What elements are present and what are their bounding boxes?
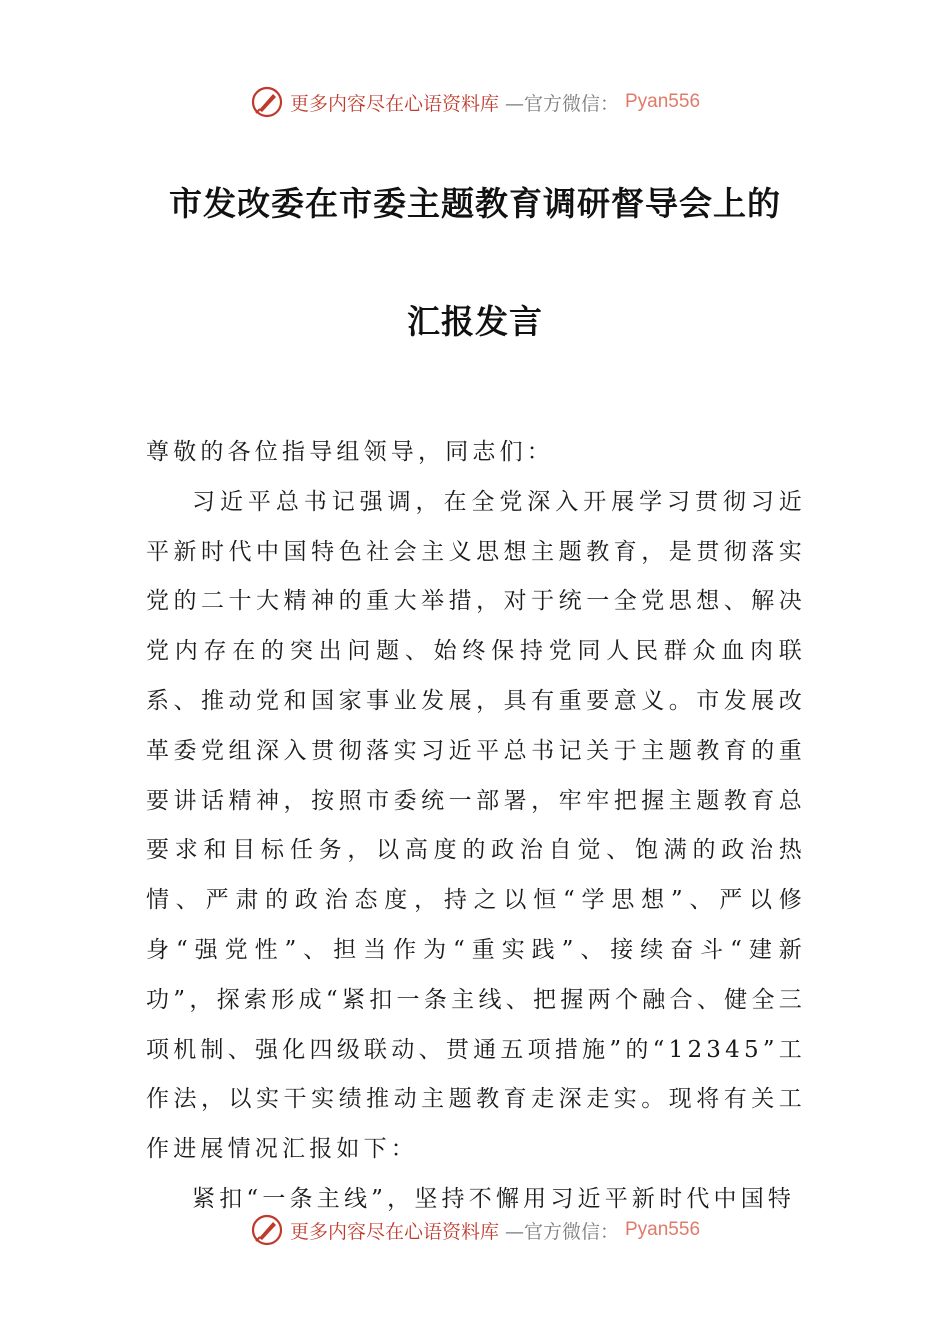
watermark-wechat-label: —官方微信： [504,92,619,115]
footer-watermark [0,1210,950,1250]
watermark-site-text: 更多内容尽在心语资料库 [289,92,499,115]
header-watermark [0,82,950,122]
document-title-line-1: 市发改委在市委主题教育调研督导会上的 [169,184,781,223]
watermark-wechat-label: —官方微信： [504,1220,619,1243]
paragraph-2: 紧扣“一条主线”，坚持不懈用习近平新时代中国特 [192,1185,796,1212]
quill-pen-logo-icon [250,1213,284,1247]
document-title-line-2: 汇报发言 [407,302,543,341]
paragraph-1: 习近平总书记强调，在全党深入开展学习贯彻习近平新时代中国特色社会主义思想主题教育，是贯彻落实党的二十大精神的重大举措，对于统一全党思想、解决党内存在的突出问题、始终保持党同人民群众血肉联系、推动党和国家事业发展，具有重要意义。市发展改革委党组深入贯彻落实习近平总书记关于主题教育的重要讲话精神，按照市委统一部署，牢牢把握主题教育总要求和目标任务，以高度的政治自觉、饱满的政治热情、严肃的政治态度，持之以恒“学思想”、严以修身“强党性”、担当作为“重实践”、接续奋斗“建新功”，探索形成“紧扣一条主线、把握两个融合、健全三项机制、强化四级联动、贯通五项措施”的“12345”工作法，以实干实绩推动主题教育走深走实。现将有关工作进展情况汇报如下： [146,488,806,1163]
watermark-wechat-id: Pyan556 [625,1219,701,1240]
watermark-site-text: 更多内容尽在心语资料库 [289,1220,499,1243]
quill-pen-logo-icon [250,85,284,119]
salutation: 尊敬的各位指导组领导，同志们： [146,439,554,465]
document-body [146,428,806,1225]
watermark-wechat-id: Pyan556 [625,91,701,112]
